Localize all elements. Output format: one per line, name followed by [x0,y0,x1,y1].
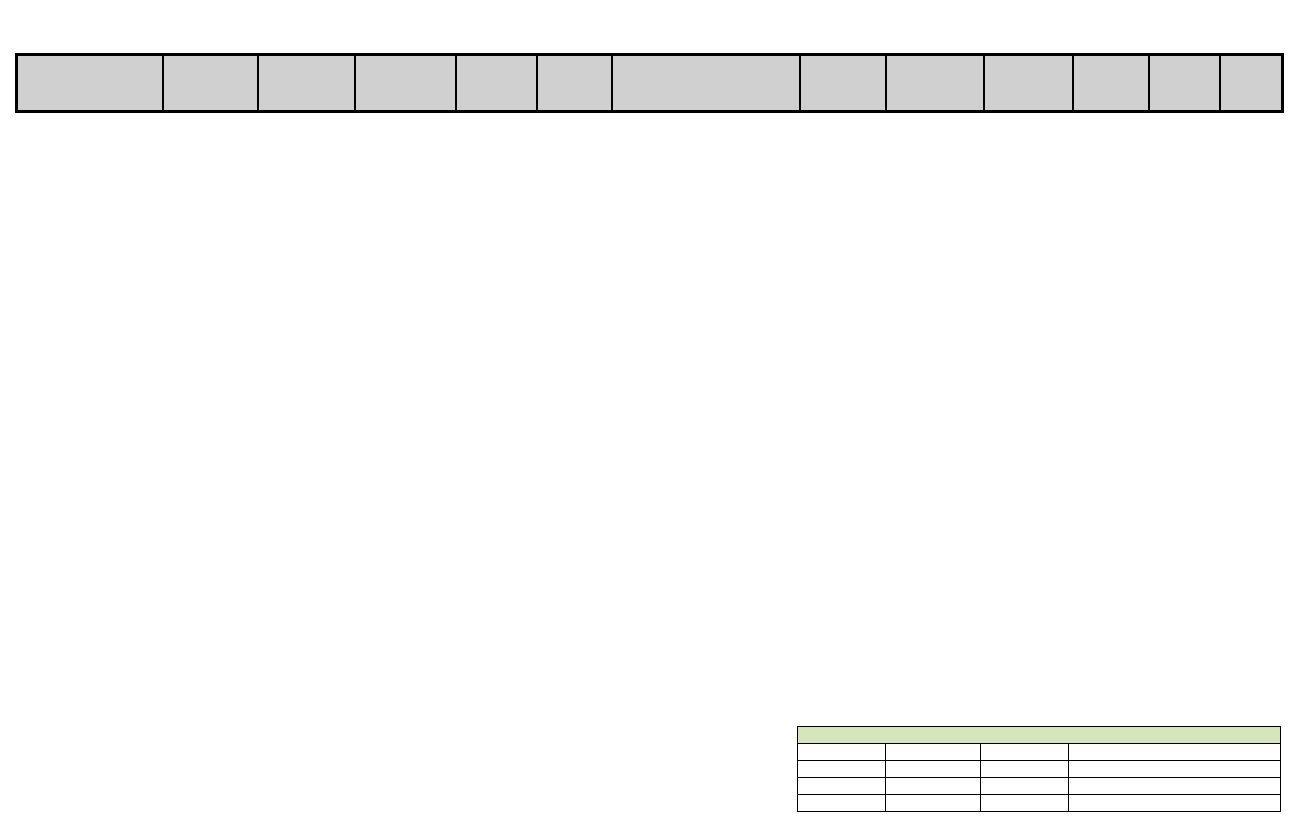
communion-row [798,761,1281,778]
communion-serve [1069,795,1281,812]
communion-lead [886,778,981,795]
header-row [17,55,1283,112]
communion-lead [886,795,981,812]
communion-serve [1069,778,1281,795]
col-header-prayer [456,55,537,112]
roster-table [15,53,1284,113]
communion-table [797,726,1281,812]
communion-title-row [798,727,1281,744]
col-header-multi [800,55,886,112]
col-header-tea [886,55,984,112]
communion-setup [981,761,1069,778]
communion-serve [1069,761,1281,778]
communion-col-setup [981,744,1069,761]
communion-date [798,795,886,812]
col-header-lighthouse [1073,55,1149,112]
communion-col-serve [1069,744,1281,761]
communion-row [798,795,1281,812]
col-header-preacher [163,55,258,112]
communion-setup [981,778,1069,795]
col-header-date [17,55,163,112]
col-header-leader [258,55,355,112]
communion-date [798,761,886,778]
col-header-crossover [984,55,1073,112]
communion-setup [981,795,1069,812]
col-header-music [612,55,800,112]
communion-row [798,778,1281,795]
col-header-welcome [355,55,456,112]
col-header-explorers [1149,55,1220,112]
communion-lead [886,761,981,778]
communion-blank-cell [798,744,886,761]
col-header-manager [537,55,612,112]
communion-col-lead [886,744,981,761]
communion-date [798,778,886,795]
communion-title [798,727,1281,744]
communion-header-row [798,744,1281,761]
col-header-bible [1220,55,1283,112]
